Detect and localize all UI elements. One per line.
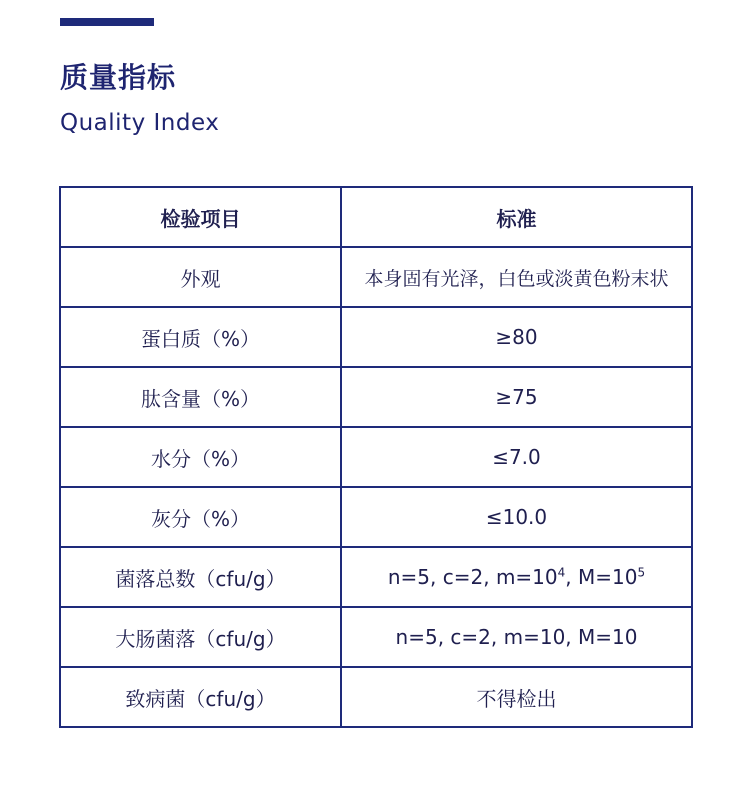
row-standard <box>341 547 692 607</box>
row-standard: 不得检出 <box>341 667 692 727</box>
table-row <box>60 427 692 487</box>
table-row <box>60 487 692 547</box>
header-item: 检验项目 <box>60 187 341 247</box>
row-item: 肽含量（%） <box>60 367 341 427</box>
row-item: 菌落总数（cfu/g） <box>60 547 341 607</box>
row-standard: ≤10.0 <box>341 487 692 547</box>
row-item: 致病菌（cfu/g） <box>60 667 341 727</box>
row-item: 水分（%） <box>60 427 341 487</box>
quality-index-table <box>59 186 693 728</box>
table-row <box>60 307 692 367</box>
row-item: 蛋白质（%） <box>60 307 341 367</box>
exponent-a: 4 <box>557 565 566 580</box>
row-item: 大肠菌落（cfu/g） <box>60 607 341 667</box>
standard-part-b: , M=10 <box>565 565 638 589</box>
exponent-b: 5 <box>637 565 646 580</box>
table-row <box>60 367 692 427</box>
header-standard: 标准 <box>341 187 692 247</box>
table-row <box>60 247 692 307</box>
row-standard: n=5, c=2, m=10, M=10 <box>341 607 692 667</box>
row-item: 灰分（%） <box>60 487 341 547</box>
row-standard: ≥80 <box>341 307 692 367</box>
row-standard: ≥75 <box>341 367 692 427</box>
section-title-en: Quality Index <box>60 110 220 136</box>
standard-part-a: n=5, c=2, m=10 <box>387 565 558 589</box>
section-title-cn: 质量指标 <box>60 61 177 94</box>
accent-bar <box>60 18 154 26</box>
row-standard: ≤7.0 <box>341 427 692 487</box>
table-row <box>60 667 692 727</box>
table-row <box>60 547 692 607</box>
row-standard: 本身固有光泽，白色或淡黄色粉末状 <box>341 247 692 307</box>
table-header-row <box>60 187 692 247</box>
table-row <box>60 607 692 667</box>
row-item: 外观 <box>60 247 341 307</box>
